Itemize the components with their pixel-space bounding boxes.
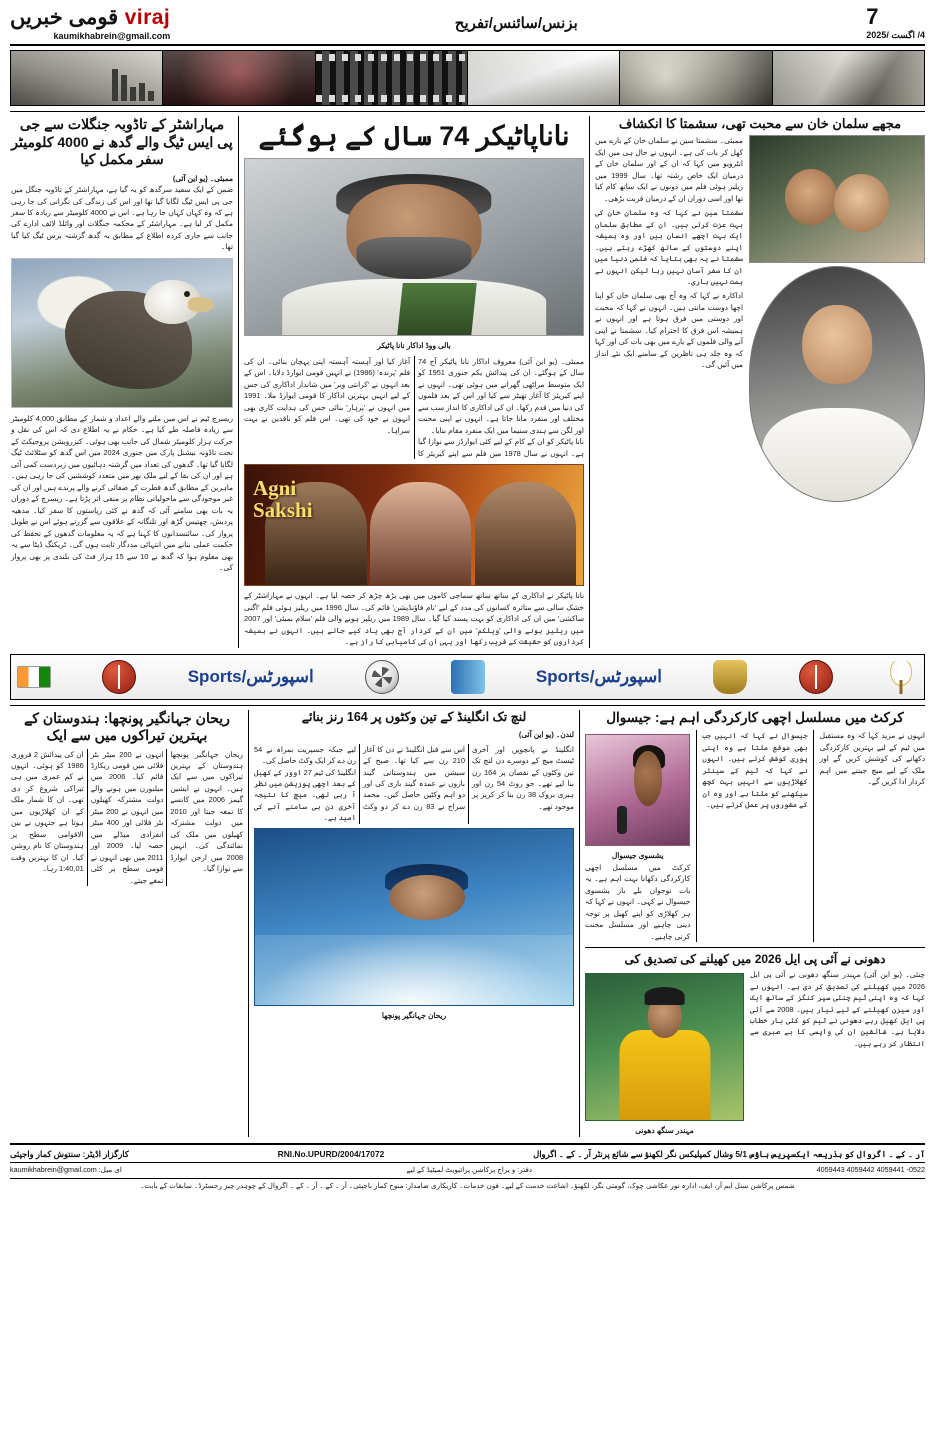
footer-phone: 0522- 4059441 4059442 4059443	[816, 1165, 925, 1175]
page-footer	[10, 1143, 925, 1192]
story-vulture-body-2: ریسرچ ٹیم نے اس میں ملنے والے اعداد و شمار کے مطابق 4,000 کلومیٹر سے زیادہ فاصلہ طے کیا ہے۔ حکام نے یہ اطلاع دی کہ اس کی نقل و حرکت ہزار کلومیٹر شمال کی جانب بھی ہوئی۔ کنزرویشن پروجیکٹ کے تحت تاڈوبہ نیشنل پارک میں جنوری 2024 میں اس گدھ کو سٹلائٹ ٹیگ لگایا گیا تھا۔ گدھوں کی تعداد میں گزشتہ دہائیوں میں زبردست کمی آئی ہے اور ان کی بقا کے لیے ملک بھر میں متعدد کوششیں کی جا رہی ہیں۔ ماہرین کے مطابق گدھ فطرت کے صفائی کرنے والے پرندے ہیں اور ان کی غیر موجودگی سے ماحولیاتی نظام پر منفی اثر پڑتا ہے۔ ریسرچ کے دوران یہ بات بھی سامنے آئی کہ گدھ نے کئی ریاستوں کا سفر کیا۔ مدھیہ پردیش، چھتیس گڑھ اور تلنگانہ کے علاقوں سے گزرتے ہوئے اس نے طویل پرواز کی۔ سائنسدانوں کا کہنا ہے کہ یہ معلومات گدھوں کے تحفظ کی حکمت عملی بنانے میں انتہائی مددگار ثابت ہوں گی۔ ٹریکنگ ڈیٹا سے یہ بھی معلوم ہوا کہ گدھ نے 10 سے 15 ہزار فٹ کی بلندی پر بھی پرواز کی۔	[11, 413, 233, 572]
top-stories-section	[10, 111, 925, 647]
story-rehan-headline: ریحان جہانگیر پونچھا: ہندوستان کے بہترین تیراکوں میں سے ایک	[24, 709, 230, 744]
food-banner-image	[772, 51, 924, 105]
poster-title-line-2: Sakshi	[253, 498, 313, 523]
story-nana-patekar	[244, 116, 584, 647]
story-rehan-body-b: انہوں نے 200 میٹر بٹر فلائی میں قومی ریکارڈ قائم کیا۔ 2006 میں میلبورن میں ہونے والے دولت مشترکہ کھیلوں میں انہوں نے 200 میٹر بٹر فلائی اور 400 میٹر انفرادی میڈلے میں حصہ لیا۔ 2009 اور 2011 میں بھی انہوں نے قومی سطح پر کئی تمغے جیتے۔	[90, 749, 164, 885]
sushmita-photo-group	[749, 135, 925, 502]
film-reel-banner-image	[315, 51, 467, 105]
story-sushmita-body-c: اداکارہ نے کہا کہ وہ آج بھی سلمان خان کو اپنا اچھا دوست مانتی ہیں۔ انہوں نے کہا کہ محبت اور دوستی میں فرق ہوتا ہے اور انہوں نے ہمیشہ اس فرق کا احترام کیا۔ سشمتا نے اپنی آنے والی فلموں کے بارے میں بھی بات کی اور کہا کہ وہ جلد ہی ناظرین کے سامنے ایک نئے انداز میں آئیں گی۔	[595, 291, 743, 370]
story-rehan-poncha	[11, 710, 243, 1137]
story-vulture-dateline: ممبئی۔ (یو این آئی)	[172, 173, 233, 183]
sports-stories-section	[10, 705, 925, 1137]
trophy-icon	[713, 660, 747, 694]
nana-photo-caption: بالی ووڈ اداکار نانا پاٹیکر	[377, 341, 451, 351]
story-vulture-body-1: ضمن کے ایک سفید سرگدھ کو یہ گیا ہے، مہاراشٹر کے تاڈوبہ جنگل میں جی پی ایس ٹیگ لگایا گیا تھا اور اس کی زندگی کی نگرانی کی جا رہی ہے کہ وہ کہاں کہاں جا رہا ہے۔ اس نے 4000 کلومیٹر سے زیادہ کا سفر مکمل کر لیا ہے۔ مہاراشٹر کے محکمہ جنگلات اور وائلڈ لائف ادارے کی جانب سے جاری کردہ اطلاع کے مطابق یہ گدھ گزشتہ برس ٹیگ کیا گیا تھا۔	[11, 185, 233, 252]
swimmer-photo	[254, 828, 574, 1006]
story-jaiswal-body-right: کرکٹ میں مسلسل اچھی کارکردگی دکھانا بہت اہم ہے۔ یہ بات نوجوان بلے باز یشسوی جیسوال نے کہی۔ انہوں نے کہا کہ ہر کھلاڑی کو اپنے کھیل پر توجہ دینی چاہیے اور مسلسل محنت کرنی چاہیے۔	[585, 862, 691, 941]
story-sushmita-body-a: ممبئی۔ سشمتا سین نے سلمان خان کے بارے میں کھل کر بات کی ہے۔ انہوں نے حال ہی میں ایک انٹرویو میں کہا کہ ان کے اور سلمان خان کے درمیان ایک خاص رشتہ تھا۔ سال 1999 میں ریلیز ہوئی فلم میں دونوں نے ایک ساتھ کام کیا تھا اور اسی دوران ان کے درمیان قربت بڑھی۔	[595, 136, 743, 203]
sushmita-portrait-photo	[749, 266, 925, 502]
football-icon	[365, 660, 399, 694]
nana-patekar-photo	[244, 158, 584, 336]
sports-column-divider	[579, 710, 580, 1137]
section-label: بزنس/سائنس/تفریح	[454, 15, 578, 32]
agni-sakshi-poster	[244, 464, 584, 586]
contact-email: kaumikhabrein@gmail.com	[53, 31, 171, 42]
footer-editor: کارگزار اڈیٹر: سنتوش کمار واجپئی	[10, 1148, 129, 1159]
story-rehan-body-a: ریحان جہانگیر پونچھا ہندوستان کے بہترین تیراکوں میں سے ایک ہیں۔ انہوں نے ایشین گیمز 2006 میں کانسے کا تمغہ جیتا اور 2010 میں دولت مشترکہ کھیلوں میں ملک کی نمائندگی کی۔ انہیں 2008 میں ارجن ایوارڈ سے نوازا گیا۔	[170, 749, 243, 874]
story-rehan-body-c: ان کی پیدائش 2 فروری 1986 کو ہوئی۔ انہوں نے کم عمری میں ہی تیراکی شروع کر دی تھی۔ ان کا شمار ملک کے ان کھلاڑیوں میں ہوتا ہے جنہوں نے بین الاقوامی سطح پر ہندوستان کا نام روشن کیا۔ ان کا بہترین وقت 1:40,01 رہا۔	[11, 749, 84, 874]
story-dhoni-headline: دھونی نے آئی پی ایل 2026 میں کھیلنے کی تصدیق کی	[585, 947, 925, 969]
masthead-page-info	[862, 6, 925, 41]
coins-banner-image	[619, 51, 771, 105]
publication-date: 4/ اگست /2025	[866, 30, 925, 40]
sports-banner-label-right: اسپورٹس/Sports	[187, 666, 314, 686]
page-number: 7	[866, 4, 879, 29]
stethoscope-banner-image	[467, 51, 619, 105]
masthead	[10, 6, 925, 46]
story-sushmita-headline: مجھے سلمان خان سے محبت تھی، سشمتا کا انکشاف	[618, 116, 902, 132]
story-england-body-right: انگلینڈ نے پانچویں اور آخری ٹیسٹ میچ کے دوسرے دن لنچ تک تین وکٹوں کے نقصان پر 164 رن بنا لیے تھے۔ جو روٹ 54 رن اور ہیری بروک 38 رن بنا کر کریز پر موجود تھے۔	[472, 744, 574, 811]
story-england-body-left: انگلینڈ کی ٹیم 27 اوور کے کھیل کے بعد اچھی پوزیشن میں نظر آ رہی تھی۔ میچ کا نتیجہ آخری دن ہی سامنے آنے کی امید ہے۔	[254, 767, 356, 823]
story-jaiswal-body-mid: جیسوال نے کہا کہ انہیں جب بھی موقع ملتا ہے وہ اپنی پوری کوشش کرتے ہیں۔ انہوں نے کہا کہ ٹیم کے سینئر کھلاڑیوں سے انہیں بہت کچھ سیکھنے کو ملتا ہے اور وہ ان کے مشوروں پر عمل کرتے ہیں۔	[702, 731, 808, 810]
story-jaiswal	[585, 710, 925, 1137]
story-england-dateline: لندن۔ (یو این آئی)	[518, 730, 574, 740]
tennis-racket-icon	[884, 660, 918, 694]
story-nana-headline: ناناپاٹیکر 74 سال کے ہوگئے	[258, 121, 570, 152]
footer-office: دفتر: و یراج پرکاشن پرائیویٹ لمیٹیڈ کے لیے	[406, 1165, 533, 1175]
story-vulture-gps	[11, 116, 233, 647]
footer-legal: شمس پرکاشن سنل ایم آر، ایف، ادارہ نور عکاشی چوک، گومتی نگر، لکھنؤ۔ اشاعت خدمت کے لیے۔ فون خدمات۔ کاریکاری ضامدار: منوج کمار باجپئی۔ آر ۔ کے ۔ آر ۔ کے ۔ اگروال کے چوہدر چیز رجسٹرڈ۔ سابقات کے بابت۔	[140, 1181, 795, 1191]
sports-section-banner	[10, 654, 925, 700]
jaiswal-photo	[585, 734, 690, 846]
sports-banner-label-left: اسپورٹس/Sports	[535, 666, 662, 686]
masthead-brand	[10, 6, 170, 41]
swimmer-icon	[451, 660, 485, 694]
sports-column-divider-2	[248, 710, 249, 1137]
topic-banner-strip	[10, 50, 925, 106]
footer-email: ای میل: kaumikhabrein@gmail.com	[10, 1165, 122, 1175]
footer-printer-line: آر ۔ کے ۔ اگروال کو بذریعہ ایکسپریس ہاؤس 5/1 وشال کمپلیکس نگر لکھنؤ سے شائع پرنٹر آر ۔ کے ۔ اگروال	[533, 1148, 925, 1159]
dhoni-photo	[585, 973, 744, 1121]
brand-accent: viraj	[124, 6, 171, 29]
cricket-ball-icon-2	[102, 660, 136, 694]
story-nana-body-mid: نانا پاٹیکر کو ان کے کام کے لیے کئی ایوارڈز سے نوازا گیا ہے۔ انہوں نے سال 1978 میں فلم سے اپنے کیریئر کا آغاز کیا اور آہستہ آہستہ اپنی پہچان بنائی۔ ان کی فلم 'پرندہ' (1986) نے انہیں قومی ایوارڈ دلایا۔ اس کے بعد انہوں نے 'کرانتی ویر' میں شاندار اداکاری کی جس کے لیے انہیں بہترین اداکار کا قومی ایوارڈ ملا۔ 1991 میں انہوں نے 'پرہار' بنائی جس کی ہدایت کاری بھی انہوں نے خود کی تھی۔ اس فلم کو ناقدین نے بہت سراہا۔	[244, 356, 584, 458]
story-sushmita-body-b: سشمتا سین نے کہا کہ وہ سلمان خان کی بہت عزت کرتی ہیں۔ ان کے مطابق سلمان ایک بہت اچھے انسان ہیں اور وہ ہمیشہ اپنے دوستوں کے ساتھ کھڑے رہتے ہیں۔ سشمتا نے یہ بھی بتایا کہ فلمی دنیا میں ان کا سفر آسان نہیں رہا لیکن انہوں نے ہمت نہیں ہاری۔	[595, 208, 743, 286]
india-flag-icon	[17, 666, 51, 688]
story-england-body-mid: اس سے قبل انگلینڈ نے دن کا آغاز 210 رن سے کیا تھا۔ صبح کے سیشن میں ہندوستانی گیند بازوں نے عمدہ گیند بازی کی اور دو اہم وکٹیں حاصل کیں۔ محمد سراج نے 83 رن دے کر دو وکٹ لیے جبکہ جسپریت بمراہ نے 54 رن دے کر ایک وکٹ حاصل کی۔	[254, 744, 466, 811]
swimmer-photo-caption: ریحان جہانگیر پونچھا	[381, 1010, 447, 1020]
newspaper-title	[10, 6, 170, 29]
footer-row-1	[10, 1148, 925, 1161]
business-chart-banner-image	[11, 51, 162, 105]
story-nana-body-left: نانا پاٹیکر نے اداکاری کے ساتھ ساتھ سماجی کاموں میں بھی بڑھ چڑھ کر حصہ لیا ہے۔ انہوں نے مہاراشٹر کے خشک سالی سے متاثرہ کسانوں کی مدد کے لیے 'نام فاؤنڈیشن' قائم کی۔ سال 1996 میں ریلیز ہوئی فلم 'اگنی ساکشی' میں ان کی اداکاری کو بہت پسند کیا گیا۔ سال 1989 میں ریلیز ہونے والی فلم 'سلام بمبئی' اور 2007 میں ریلیز ہونے والی 'ویلکم' میں ان کے کردار آج بھی یاد کیے جاتے ہیں۔ انہوں نے ہمیشہ کرداروں کو حقیقت کے قریب رکھا اور یہی ان کی کامیابی کا راز ہے۔	[244, 591, 584, 647]
anatomy-banner-image	[162, 51, 314, 105]
poster-title-line-1: Agni	[253, 476, 297, 501]
story-england-lunch	[254, 710, 574, 1137]
footer-row-2	[10, 1162, 925, 1176]
story-vulture-headline: مہاراشٹر کے تاڈوبہ جنگلات سے جی پی ایس ٹیگ والے گدھ نے 4000 کلومیٹر سفر مکمل کیا	[11, 116, 233, 168]
story-england-headline: لنچ تک انگلینڈ کے تین وکٹوں پر 164 رنز بنائے	[301, 709, 527, 724]
story-jaiswal-body-left: انہوں نے مزید کہا کہ وہ مستقبل میں ٹیم کے لیے بہترین کارکردگی دکھانے کی کوشش کریں گے اور ملک کے لیے میچ جیتنے میں اہم کردار ادا کریں گے۔	[819, 731, 925, 787]
column-divider-2	[238, 116, 239, 647]
sushmita-salman-photo	[749, 135, 925, 263]
story-dhoni-body: چنئی۔ (یو این آئی) مہندر سنگھ دھونی نے آئی پی ایل 2026 میں کھیلنے کی تصدیق کر دی ہے۔ انہوں نے کہا کہ وہ اپنی ٹیم چنئی سپر کنگز کے ساتھ ایک اور سیزن کھیلنے کے لیے تیار ہیں۔ 2008 سے آئی پی ایل کھیل رہے دھونی نے ٹیم کو کئی بار خطاب دلایا ہے۔ شائقین ان کی واپسی کا بے صبری سے انتظار کر رہے ہیں۔	[750, 970, 925, 1048]
brand-main: قومی خبریں	[10, 6, 119, 29]
column-divider	[589, 116, 590, 647]
story-jaiswal-headline: کرکٹ میں مسلسل اچھی کارکردگی اہم ہے: جیسوال	[606, 709, 904, 725]
jaiswal-photo-caption: یشسوی جیسوال	[611, 851, 664, 861]
vulture-photo	[11, 258, 233, 408]
dhoni-photo-caption: مہندر سنگھ دھونی	[635, 1126, 694, 1136]
footer-row-3	[10, 1178, 925, 1192]
footer-rni: RNI.No.UPURD/2004/17072	[277, 1148, 385, 1159]
story-nana-body-right: ممبئی۔ (یو این آئی) معروف اداکار نانا پاٹیکر آج 74 سال کے ہوگئے۔ ان کی پیدائش یکم جنوری 1951 کو ایک متوسط مراٹھی گھرانے میں ہوئی تھی۔ انہوں نے اپنے کیریئر کا آغاز تھیٹر سے کیا اور اس کے بعد فلموں کی دنیا میں قدم رکھا۔ ان کی اداکاری کا انداز سب سے مختلف اور منفرد مانا جاتا ہے۔ انہوں نے اپنی محنت اور لگن سے ہندی سنیما میں ایک منفرد مقام بنایا۔	[417, 356, 584, 435]
agni-sakshi-poster-title	[253, 477, 313, 521]
story-sushmita	[595, 116, 925, 647]
cricket-ball-icon	[799, 660, 833, 694]
